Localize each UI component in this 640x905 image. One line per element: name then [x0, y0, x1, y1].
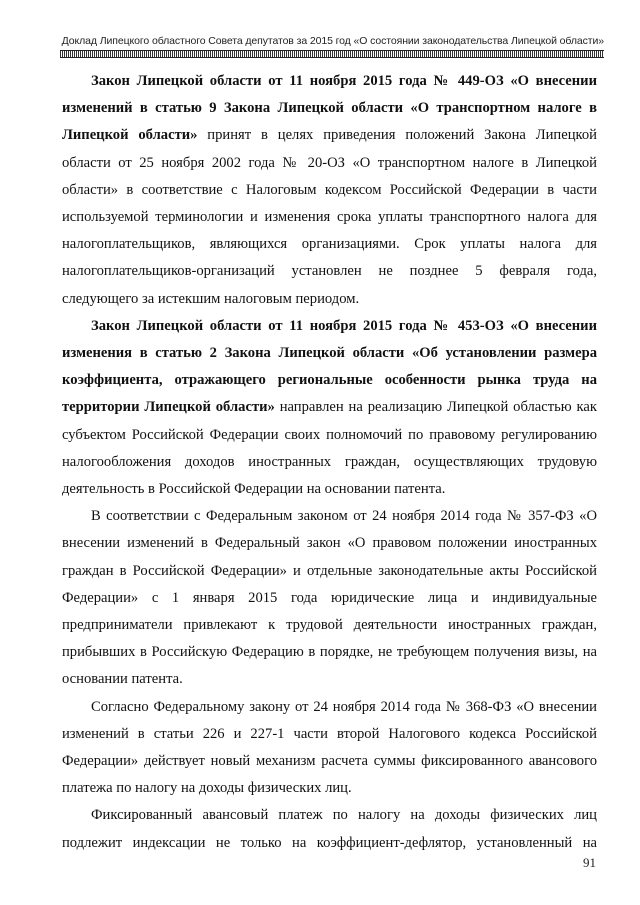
paragraph-federal-357 [62, 503, 597, 693]
paragraph-text: Фиксированный авансовый платеж по налогу на доходы физических лиц подлежит индексации не только на коэффициент-дефлятор, установленный на [62, 807, 597, 851]
header-divider [60, 50, 604, 58]
law-title-bold: Закон Липецкой области от 11 ноября 2015 года № 449-ОЗ «О внесении изменений в статью 9 Закона Липецкой области «О транспортном налоге в Липецкой области» [62, 73, 597, 144]
paragraph-text: Согласно Федеральному закону от 24 ноября 2014 года № 368-ФЗ «О внесении изменений в статьи 226 и 227-1 части второй Налогового кодекса Российской Федерации» действует новый механизм расчета суммы фиксированного авансового платежа по налогу на доходы физических лиц. [62, 698, 597, 797]
running-header: Доклад Липецкого областного Совета депутатов за 2015 год «О состоянии законодательства Липецкой области» [61, 35, 604, 47]
paragraph-fixed-payment [62, 802, 597, 856]
body-text [62, 68, 597, 857]
paragraph-text: принят в целях приведения положений Закона Липецкой области от 25 ноября 2002 года № 20-ОЗ «О транспортном налоге в Липецкой области» в соответствие с Налоговым кодексом Российской Федерации в части используемой терминологии и изменения срока уплаты транспортного налога для налогоплательщиков, являющихся организациями. Срок уплаты налога для налогоплательщиков-организаций установлен не позднее 5 февраля года, следующего за истекшим налоговым периодом. [62, 127, 597, 307]
paragraph-federal-368 [62, 694, 597, 803]
page-number: 91 [583, 855, 596, 870]
law-title-bold: Закон Липецкой области от 11 ноября 2015 года № 453-ОЗ «О внесении изменения в статью 2 Закона Липецкой области «Об установлении размера коэффициента, отражающего региональные особенности рынка труда на территории Липецкой области» [62, 317, 597, 416]
paragraph-text: направлен на реализацию Липецкой областью как субъектом Российской Федерации своих полномочий по правовому регулированию налогообложения доходов иностранных граждан, осуществляющих трудовую деятельность в Российской Федерации на основании патента. [62, 399, 597, 498]
paragraph-law-449 [62, 68, 597, 313]
paragraph-text: В соответствии с Федеральным законом от 24 ноября 2014 года № 357-ФЗ «О внесении изменений в Федеральный закон «О правовом положении иностранных граждан в Российской Федерации» и отдельные законодательные акты Российской Федерации» с 1 января 2015 года юридические лица и индивидуальные предприниматели привлекают к трудовой деятельности иностранных граждан, прибывших в Российскую Федерацию в порядке, не требующем получения визы, на основании патента. [62, 508, 597, 688]
paragraph-law-453 [62, 313, 597, 503]
